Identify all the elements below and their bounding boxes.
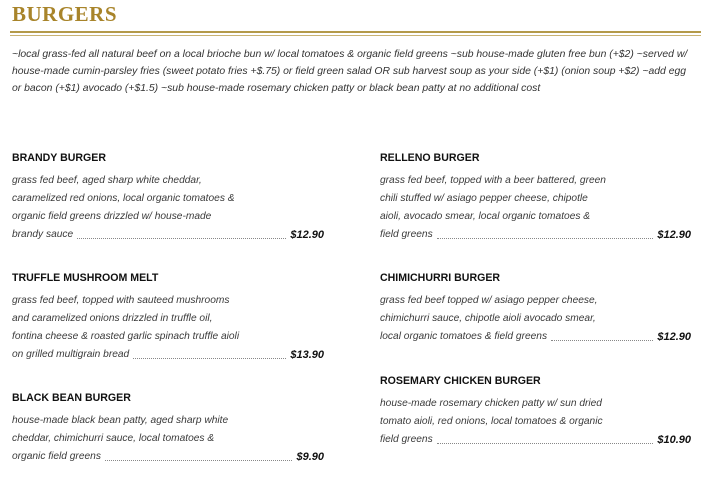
desc-line: grass fed beef, aged sharp white cheddar, [12, 175, 202, 186]
desc-line: chimichurri sauce, chipotle aioli avocado smear, [380, 313, 596, 324]
item-price: $12.90 [657, 229, 691, 241]
desc-line: grass fed beef, topped with sauteed mushrooms [12, 295, 230, 306]
desc-line: cheddar, chimichurri sauce, local tomatoes & [12, 433, 215, 444]
desc-last-line [380, 431, 691, 449]
desc-line: organic field greens [12, 451, 101, 462]
desc-line: tomato aioli, red onions, local tomatoes & organic [380, 416, 603, 427]
desc-line: and caramelized onions drizzled in truffle oil, [12, 313, 213, 324]
desc-line: grass fed beef, topped with a beer battered, green [380, 175, 606, 186]
desc-last-line [12, 226, 324, 244]
desc-line: house-made rosemary chicken patty w/ sun dried [380, 398, 602, 409]
desc-line: local organic tomatoes & field greens [380, 331, 548, 342]
menu-item-brandy-burger [12, 150, 324, 244]
desc-line: field greens [380, 434, 433, 445]
section-title: BURGERS [12, 2, 118, 26]
item-price: $12.90 [290, 229, 324, 241]
menu-item-truffle-mushroom-melt [12, 270, 324, 364]
menu-item-black-bean-burger [12, 390, 324, 466]
menu-item-chimichurri-burger [380, 270, 691, 346]
item-description [12, 172, 324, 244]
desc-last-line [380, 226, 691, 244]
dot-leader [133, 358, 286, 359]
dot-leader [105, 460, 293, 461]
desc-line: fontina cheese & roasted garlic spinach truffle aioli [12, 331, 240, 342]
desc-line: on grilled multigrain bread [12, 349, 130, 360]
dot-leader [437, 443, 654, 444]
desc-line: house-made black bean patty, aged sharp white [12, 415, 229, 426]
item-description [380, 172, 691, 244]
title-rule [10, 31, 701, 33]
desc-line: field greens [380, 229, 433, 240]
dot-leader [551, 340, 653, 341]
item-description [380, 395, 691, 449]
desc-line: brandy sauce [12, 229, 74, 240]
item-name: BLACK BEAN BURGER [12, 392, 131, 404]
dot-leader [437, 238, 654, 239]
dot-leader [77, 238, 286, 239]
item-name: RELLENO BURGER [380, 152, 480, 164]
desc-last-line [380, 328, 691, 346]
desc-line: chili stuffed w/ asiago pepper cheese, chipotle [380, 193, 588, 204]
item-price: $9.90 [296, 451, 324, 463]
desc-line: aioli, avocado smear, local organic tomatoes & [380, 211, 591, 222]
item-name: BRANDY BURGER [12, 152, 106, 164]
section-intro: ~local grass-fed all natural beef on a local brioche bun w/ local tomatoes & organic field greens ~sub house-made gluten free bun (+$2) ~served w/ house-made cumin-parsley fries (sweet potato fries +$.75) or field green salad OR sub harvest soup as your side (+$1) (onion soup +$2) ~add egg or bacon (+$1) avocado (+$1.5) ~sub house-made rosemary chicken patty or black bean patty at no additional cost [12, 49, 688, 94]
item-name: CHIMICHURRI BURGER [380, 272, 501, 284]
menu-item-relleno-burger [380, 150, 691, 244]
item-price: $13.90 [290, 349, 324, 361]
desc-last-line [12, 448, 324, 466]
desc-last-line [12, 346, 324, 364]
item-price: $10.90 [657, 434, 691, 446]
item-name: ROSEMARY CHICKEN BURGER [380, 375, 541, 387]
item-name: TRUFFLE MUSHROOM MELT [12, 272, 159, 284]
desc-line: grass fed beef topped w/ asiago pepper cheese, [380, 295, 598, 306]
item-description [380, 292, 691, 346]
desc-line: organic field greens drizzled w/ house-made [12, 211, 212, 222]
item-price: $12.90 [657, 331, 691, 343]
item-description [12, 412, 324, 466]
item-description [12, 292, 324, 364]
desc-line: caramelized red onions, local organic tomatoes & [12, 193, 235, 204]
title-rule-thin [10, 35, 701, 36]
menu-item-rosemary-chicken-burger [380, 373, 691, 449]
